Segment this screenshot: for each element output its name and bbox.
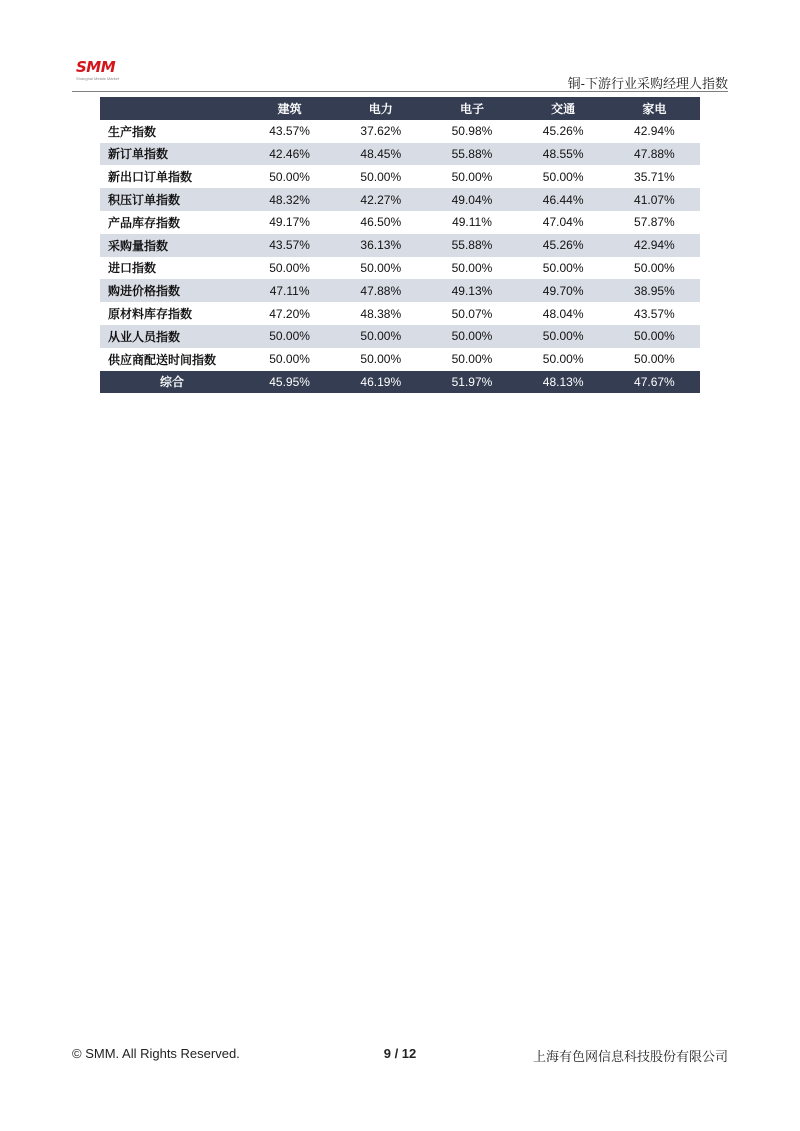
page-header-title: 铜-下游行业采购经理人指数 [567, 76, 728, 91]
row-label: 进口指数 [108, 261, 157, 276]
footer-copyright: © SMM. All Rights Reserved. [72, 1046, 240, 1061]
table-cell: 55.88% [426, 234, 517, 257]
table-row [100, 302, 700, 325]
table-cell: 45.26% [518, 234, 609, 257]
table-cell: 50.00% [451, 352, 493, 367]
table-row [100, 120, 700, 143]
table-row [100, 257, 700, 280]
table-cell: 50.00% [542, 169, 584, 184]
table-row [100, 348, 700, 371]
table-cell: 50.00% [451, 260, 493, 275]
table-cell: 55.88% [426, 143, 517, 166]
row-label: 新出口订单指数 [108, 170, 193, 185]
table-cell: 50.00% [542, 260, 584, 275]
table-cell: 37.62% [360, 124, 402, 139]
table-cell: 50.00% [518, 325, 609, 348]
table-cell: 47.11% [244, 279, 335, 302]
logo-subtext: Shanghai Metals Market [76, 76, 120, 81]
table-cell: 50.00% [269, 352, 310, 367]
row-label: 新订单指数 [100, 143, 244, 166]
total-cell: 46.19% [335, 371, 426, 394]
total-cell: 47.67% [609, 371, 700, 394]
table-cell: 48.04% [542, 306, 584, 321]
table-cell: 47.88% [335, 279, 426, 302]
total-label: 综合 [100, 371, 244, 394]
table-cell: 48.38% [360, 306, 402, 321]
column-header-index [100, 97, 244, 120]
table-cell: 43.57% [634, 306, 675, 321]
column-header-power: 电力 [335, 97, 426, 120]
table-cell: 41.07% [609, 188, 700, 211]
table-cell: 49.13% [426, 279, 517, 302]
smm-logo [76, 60, 136, 80]
table-cell: 43.57% [269, 124, 310, 139]
table-cell: 42.94% [609, 234, 700, 257]
table-total-row [100, 371, 700, 394]
table-row [100, 325, 700, 348]
row-label: 采购量指数 [100, 234, 244, 257]
row-label: 原材料库存指数 [108, 307, 193, 322]
column-header-transport: 交通 [518, 97, 609, 120]
table-cell: 48.45% [335, 143, 426, 166]
logo-mark: SMM [76, 58, 116, 76]
column-header-electronics: 电子 [426, 97, 517, 120]
table-cell: 47.04% [542, 215, 584, 230]
table-cell: 49.17% [269, 215, 310, 230]
row-label: 产品库存指数 [108, 215, 181, 230]
column-header-appliances: 家电 [609, 97, 700, 120]
table-cell: 50.00% [360, 260, 402, 275]
table-cell: 50.00% [634, 352, 675, 367]
table-cell: 43.57% [244, 234, 335, 257]
row-label: 供应商配送时间指数 [108, 352, 217, 367]
table-cell: 48.32% [244, 188, 335, 211]
table-row [100, 234, 700, 257]
table-header-row [100, 97, 700, 120]
total-cell: 48.13% [518, 371, 609, 394]
table-cell: 46.44% [518, 188, 609, 211]
table-cell: 38.95% [609, 279, 700, 302]
table-row [100, 143, 700, 166]
footer-page-number: 9 / 12 [383, 1046, 417, 1061]
table-cell: 42.27% [335, 188, 426, 211]
header-divider [72, 91, 728, 92]
row-label: 购进价格指数 [100, 279, 244, 302]
table-cell: 50.00% [269, 260, 310, 275]
column-header-construction: 建筑 [244, 97, 335, 120]
row-label: 积压订单指数 [100, 188, 244, 211]
footer-company: 上海有色网信息科技股份有限公司 [532, 1049, 728, 1064]
table-cell: 49.70% [518, 279, 609, 302]
table-cell: 46.50% [360, 215, 402, 230]
table-row [100, 279, 700, 302]
table-cell: 50.00% [244, 325, 335, 348]
table-cell: 50.00% [360, 169, 402, 184]
table-row [100, 188, 700, 211]
table-row [100, 165, 700, 188]
row-label: 从业人员指数 [100, 325, 244, 348]
table-cell: 50.00% [360, 352, 402, 367]
table-cell: 50.98% [451, 124, 493, 139]
pmi-table [100, 97, 700, 393]
table-cell: 35.71% [634, 169, 675, 184]
table-cell: 50.00% [426, 325, 517, 348]
table-cell: 50.00% [542, 352, 584, 367]
row-label: 生产指数 [108, 124, 157, 139]
table-cell: 42.46% [244, 143, 335, 166]
table-cell: 50.00% [634, 260, 675, 275]
total-cell: 45.95% [244, 371, 335, 394]
table-cell: 48.55% [518, 143, 609, 166]
table-cell: 45.26% [542, 124, 584, 139]
table-cell: 50.07% [451, 306, 493, 321]
table-cell: 50.00% [451, 169, 493, 184]
table-row [100, 211, 700, 234]
total-cell: 51.97% [426, 371, 517, 394]
table-cell: 36.13% [335, 234, 426, 257]
table-cell: 47.20% [269, 306, 310, 321]
table-cell: 57.87% [634, 215, 675, 230]
table-cell: 50.00% [269, 169, 310, 184]
table-body [100, 120, 700, 371]
table-cell: 42.94% [634, 124, 675, 139]
table-cell: 49.11% [452, 215, 492, 230]
table-cell: 50.00% [609, 325, 700, 348]
table-cell: 47.88% [609, 143, 700, 166]
table-cell: 50.00% [335, 325, 426, 348]
table-cell: 49.04% [426, 188, 517, 211]
